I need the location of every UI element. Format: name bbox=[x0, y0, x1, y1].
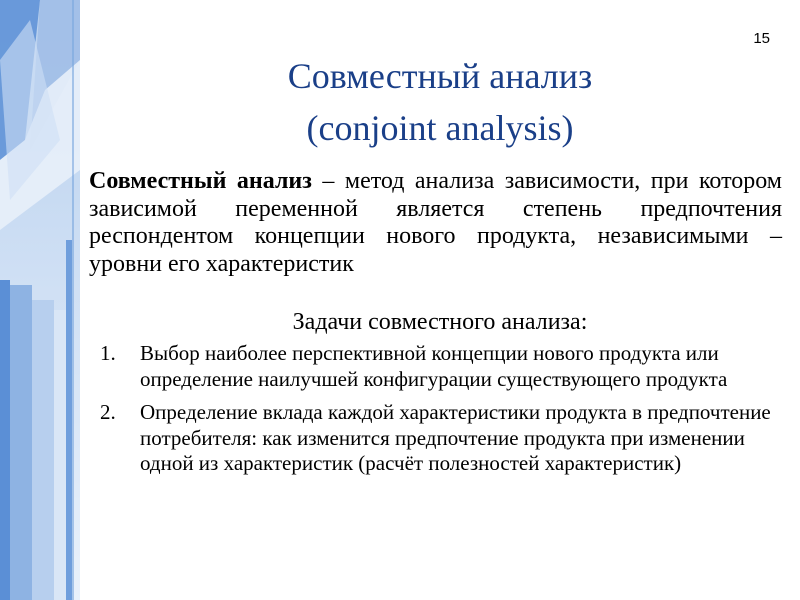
list-item bbox=[100, 341, 790, 392]
list-item-number: 1. bbox=[100, 341, 116, 365]
slide-number: 15 bbox=[753, 30, 770, 47]
title-line-1: Совместный анализ bbox=[287, 56, 593, 96]
slide-title bbox=[90, 50, 790, 154]
list-item-text: Выбор наиболее перспективной концепции нового продукта или определение наилучшей конфигурации существующего продукта bbox=[140, 341, 728, 391]
list-item bbox=[100, 400, 790, 477]
list-item-text: Определение вклада каждой характеристики продукта в предпочтение потребителя: как изменится предпочтение продукта при изменении одной из характеристик (расчёт полезностей характеристик) bbox=[140, 400, 771, 475]
tasks-list bbox=[100, 341, 790, 485]
decorative-stripe bbox=[0, 0, 80, 600]
definition-paragraph bbox=[89, 168, 782, 278]
definition-term: Совместный анализ bbox=[89, 168, 312, 194]
title-line-2: (conjoint analysis) bbox=[306, 108, 574, 148]
list-item-number: 2. bbox=[100, 400, 116, 424]
tasks-heading: Задачи совместного анализа: bbox=[292, 309, 588, 335]
definition-text: – метод анализа зависимости, при котором зависимой переменной является степень предпочтения респондентом концепции нового продукта, независимыми – уровни его характеристик bbox=[89, 168, 782, 277]
